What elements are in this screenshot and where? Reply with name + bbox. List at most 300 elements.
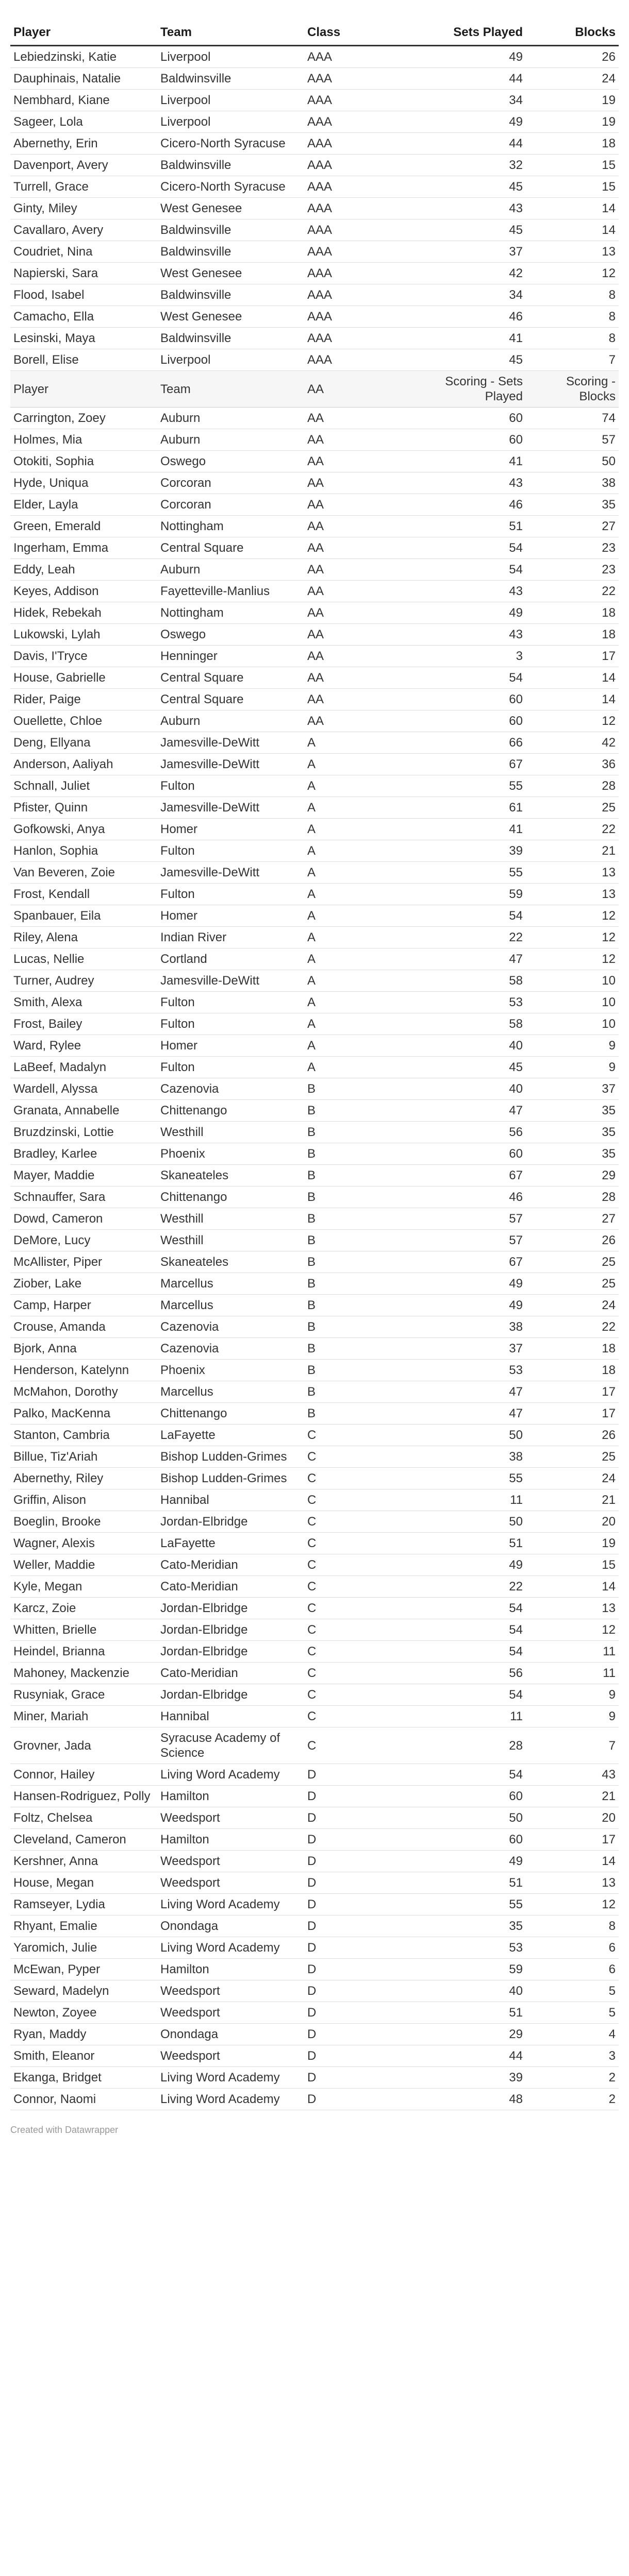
cell-team: Weedsport — [157, 1807, 304, 1829]
table-row — [10, 1295, 619, 1316]
table-row — [10, 1807, 619, 1829]
cell-class: AAA — [304, 263, 433, 284]
cell-class: B — [304, 1338, 433, 1360]
table-row — [10, 198, 619, 219]
cell-sets-played: 47 — [433, 1381, 526, 1403]
table-row — [10, 176, 619, 198]
cell-team: Living Word Academy — [157, 1764, 304, 1786]
cell-class: C — [304, 1641, 433, 1663]
table-row — [10, 155, 619, 176]
cell-class: AA — [304, 624, 433, 646]
table-row — [10, 646, 619, 667]
cell-sets-played: 49 — [433, 1851, 526, 1872]
cell-team: Hannibal — [157, 1489, 304, 1511]
table-row — [10, 1959, 619, 1980]
cell-sets-played: 49 — [433, 1554, 526, 1576]
table-row — [10, 1251, 619, 1273]
cell-sets-played: 54 — [433, 537, 526, 559]
table-row — [10, 797, 619, 819]
cell-class: AAA — [304, 241, 433, 263]
cell-class: C — [304, 1684, 433, 1706]
cell-class: AAA — [304, 155, 433, 176]
cell-class: D — [304, 1851, 433, 1872]
cell-player: Frost, Kendall — [10, 884, 157, 905]
cell-team: Baldwinsville — [157, 284, 304, 306]
cell-team: Hamilton — [157, 1786, 304, 1807]
cell-player: Miner, Mariah — [10, 1706, 157, 1727]
cell-player: Grovner, Jada — [10, 1727, 157, 1764]
cell-team: Bishop Ludden-Grimes — [157, 1468, 304, 1489]
table-row — [10, 1764, 619, 1786]
table-row — [10, 1078, 619, 1100]
table-row — [10, 1916, 619, 1937]
cell-class: C — [304, 1533, 433, 1554]
cell-player: Palko, MacKenna — [10, 1403, 157, 1425]
cell-team: Cortland — [157, 948, 304, 970]
table-row — [10, 1230, 619, 1251]
cell-class: B — [304, 1295, 433, 1316]
table-body — [10, 46, 619, 2110]
cell-team: Weedsport — [157, 1872, 304, 1894]
table-row — [10, 1143, 619, 1165]
cell-player: Hanlon, Sophia — [10, 840, 157, 862]
cell-player: Whitten, Brielle — [10, 1619, 157, 1641]
cell-class: D — [304, 1829, 433, 1851]
cell-class: A — [304, 840, 433, 862]
cell-blocks: 14 — [526, 1576, 619, 1598]
cell-sets-played: 54 — [433, 1684, 526, 1706]
table-row — [10, 754, 619, 775]
cell-player: Weller, Maddie — [10, 1554, 157, 1576]
column-header-class[interactable]: Class — [304, 7, 433, 46]
cell-sets-played: 57 — [433, 1208, 526, 1230]
cell-player: Mayer, Maddie — [10, 1165, 157, 1187]
cell-blocks: 14 — [526, 689, 619, 710]
table-row — [10, 884, 619, 905]
cell-class: D — [304, 2045, 433, 2067]
cell-player: Stanton, Cambria — [10, 1425, 157, 1446]
cell-class: A — [304, 775, 433, 797]
cell-player: Sageer, Lola — [10, 111, 157, 133]
cell-class: AA — [304, 710, 433, 732]
cell-blocks: 17 — [526, 646, 619, 667]
cell-sets-played: 49 — [433, 46, 526, 68]
cell-blocks: 24 — [526, 1295, 619, 1316]
cell-sets-played: 44 — [433, 2045, 526, 2067]
cell-sets-played: 53 — [433, 1360, 526, 1381]
cell-class: A — [304, 948, 433, 970]
cell-player: Henderson, Katelynn — [10, 1360, 157, 1381]
cell-sets-played: 59 — [433, 1959, 526, 1980]
cell-sets-played: 60 — [433, 689, 526, 710]
table-row — [10, 2002, 619, 2024]
cell-team: Jordan-Elbridge — [157, 1598, 304, 1619]
cell-sets-played: 67 — [433, 1251, 526, 1273]
cell-blocks: 18 — [526, 133, 619, 155]
cell-team: Marcellus — [157, 1273, 304, 1295]
table-row — [10, 1663, 619, 1684]
cell-blocks: 26 — [526, 46, 619, 68]
cell-sets-played: 46 — [433, 306, 526, 328]
cell-sets-played: 60 — [433, 408, 526, 429]
cell-blocks: 37 — [526, 1078, 619, 1100]
cell-class: A — [304, 927, 433, 948]
cell-player: Ramseyer, Lydia — [10, 1894, 157, 1916]
cell-blocks: 7 — [526, 1727, 619, 1764]
cell-blocks: 15 — [526, 155, 619, 176]
table-row — [10, 1381, 619, 1403]
cell-blocks: 17 — [526, 1829, 619, 1851]
cell-class: AA — [304, 581, 433, 602]
table-row — [10, 970, 619, 992]
cell-player: Keyes, Addison — [10, 581, 157, 602]
cell-team: Jordan-Elbridge — [157, 1511, 304, 1533]
cell-player: Anderson, Aaliyah — [10, 754, 157, 775]
table-row — [10, 1851, 619, 1872]
cell-player: Schnall, Juliet — [10, 775, 157, 797]
cell-team: Living Word Academy — [157, 1894, 304, 1916]
cell-sets-played: 38 — [433, 1316, 526, 1338]
cell-blocks: 43 — [526, 1764, 619, 1786]
cell-blocks: 26 — [526, 1425, 619, 1446]
cell-team: Nottingham — [157, 516, 304, 537]
cell-class: C — [304, 1489, 433, 1511]
cell-player: Lukowski, Lylah — [10, 624, 157, 646]
table-row — [10, 1208, 619, 1230]
cell-team: Oswego — [157, 624, 304, 646]
cell-team: Weedsport — [157, 2045, 304, 2067]
cell-blocks: 27 — [526, 516, 619, 537]
cell-sets-played: 41 — [433, 451, 526, 472]
cell-team: Baldwinsville — [157, 328, 304, 349]
cell-sets-played: 56 — [433, 1122, 526, 1143]
cell-sets-played: 45 — [433, 219, 526, 241]
cell-player: Lebiedzinski, Katie — [10, 46, 157, 68]
cell-blocks: 24 — [526, 68, 619, 90]
cell-team: Westhill — [157, 1208, 304, 1230]
table-row — [10, 2067, 619, 2089]
stats-table — [10, 7, 619, 2110]
cell-blocks: 13 — [526, 1872, 619, 1894]
cell-sets-played: 47 — [433, 948, 526, 970]
cell-player: Ingerham, Emma — [10, 537, 157, 559]
cell-sets-played: 49 — [433, 602, 526, 624]
cell-player: Kyle, Megan — [10, 1576, 157, 1598]
cell-class: D — [304, 1980, 433, 2002]
table-row — [10, 992, 619, 1013]
cell-sets-played: 58 — [433, 1013, 526, 1035]
cell-team: Nottingham — [157, 602, 304, 624]
cell-team: West Genesee — [157, 263, 304, 284]
cell-team: Indian River — [157, 927, 304, 948]
cell-player: Wagner, Alexis — [10, 1533, 157, 1554]
cell-blocks: 6 — [526, 1959, 619, 1980]
cell-team: Onondaga — [157, 2024, 304, 2045]
cell-player: Ekanga, Bridget — [10, 2067, 157, 2089]
table-row — [10, 624, 619, 646]
cell-team: Jamesville-DeWitt — [157, 970, 304, 992]
cell-sets-played: 54 — [433, 905, 526, 927]
table-row — [10, 1706, 619, 1727]
table-row — [10, 1057, 619, 1078]
cell-sets-played: 49 — [433, 111, 526, 133]
cell-class: C — [304, 1468, 433, 1489]
cell-class: AAA — [304, 328, 433, 349]
cell-player: Cleveland, Cameron — [10, 1829, 157, 1851]
cell-team: Baldwinsville — [157, 68, 304, 90]
cell-blocks: 12 — [526, 905, 619, 927]
cell-sets-played: 34 — [433, 284, 526, 306]
cell-player: Frost, Bailey — [10, 1013, 157, 1035]
cell-team: West Genesee — [157, 198, 304, 219]
subheader-cell-team: Team — [157, 371, 304, 408]
cell-player: Borell, Elise — [10, 349, 157, 371]
table-row — [10, 1684, 619, 1706]
column-header-team[interactable]: Team — [157, 7, 304, 46]
cell-class: B — [304, 1403, 433, 1425]
cell-class: A — [304, 884, 433, 905]
cell-blocks: 9 — [526, 1057, 619, 1078]
cell-player: Rhyant, Emalie — [10, 1916, 157, 1937]
cell-class: D — [304, 1807, 433, 1829]
cell-sets-played: 22 — [433, 927, 526, 948]
table-row — [10, 581, 619, 602]
column-header-blocks[interactable]: Blocks — [526, 7, 619, 46]
cell-player: Smith, Eleanor — [10, 2045, 157, 2067]
cell-player: McMahon, Dorothy — [10, 1381, 157, 1403]
cell-blocks: 18 — [526, 602, 619, 624]
cell-blocks: 35 — [526, 1100, 619, 1122]
cell-player: Griffin, Alison — [10, 1489, 157, 1511]
cell-blocks: 8 — [526, 306, 619, 328]
table-row — [10, 559, 619, 581]
cell-team: Westhill — [157, 1122, 304, 1143]
column-header-sets-played[interactable]: Sets Played — [433, 7, 526, 46]
cell-team: Skaneateles — [157, 1251, 304, 1273]
cell-class: B — [304, 1165, 433, 1187]
table-row — [10, 1937, 619, 1959]
cell-blocks: 13 — [526, 884, 619, 905]
table-row — [10, 927, 619, 948]
cell-class: AAA — [304, 349, 433, 371]
cell-class: C — [304, 1425, 433, 1446]
cell-sets-played: 57 — [433, 1230, 526, 1251]
cell-blocks: 14 — [526, 667, 619, 689]
column-header-player[interactable]: Player — [10, 7, 157, 46]
cell-sets-played: 55 — [433, 1894, 526, 1916]
cell-sets-played: 54 — [433, 559, 526, 581]
cell-player: Gofkowski, Anya — [10, 819, 157, 840]
cell-class: B — [304, 1251, 433, 1273]
cell-blocks: 35 — [526, 494, 619, 516]
cell-class: AAA — [304, 284, 433, 306]
cell-player: Connor, Naomi — [10, 2089, 157, 2110]
cell-sets-played: 3 — [433, 646, 526, 667]
cell-blocks: 28 — [526, 1187, 619, 1208]
cell-sets-played: 54 — [433, 1641, 526, 1663]
cell-player: Deng, Ellyana — [10, 732, 157, 754]
cell-class: B — [304, 1187, 433, 1208]
cell-class: C — [304, 1727, 433, 1764]
cell-team: Weedsport — [157, 2002, 304, 2024]
subheader-cell-class: AA — [304, 371, 433, 408]
cell-sets-played: 60 — [433, 429, 526, 451]
cell-class: B — [304, 1100, 433, 1122]
table-row — [10, 905, 619, 927]
cell-class: B — [304, 1316, 433, 1338]
cell-class: AA — [304, 667, 433, 689]
cell-player: Van Beveren, Zoie — [10, 862, 157, 884]
cell-class: B — [304, 1143, 433, 1165]
cell-sets-played: 44 — [433, 68, 526, 90]
cell-team: Phoenix — [157, 1143, 304, 1165]
cell-blocks: 7 — [526, 349, 619, 371]
cell-class: AA — [304, 516, 433, 537]
table-row — [10, 90, 619, 111]
cell-sets-played: 51 — [433, 1533, 526, 1554]
cell-team: Liverpool — [157, 46, 304, 68]
cell-player: Ziober, Lake — [10, 1273, 157, 1295]
cell-team: Chittenango — [157, 1100, 304, 1122]
table-row — [10, 1122, 619, 1143]
cell-blocks: 35 — [526, 1143, 619, 1165]
cell-blocks: 14 — [526, 1851, 619, 1872]
cell-team: Living Word Academy — [157, 2089, 304, 2110]
cell-team: Phoenix — [157, 1360, 304, 1381]
cell-sets-played: 55 — [433, 1468, 526, 1489]
cell-class: D — [304, 1937, 433, 1959]
cell-sets-played: 50 — [433, 1511, 526, 1533]
table-row — [10, 1273, 619, 1295]
table-row — [10, 263, 619, 284]
table-row — [10, 1786, 619, 1807]
table-row — [10, 948, 619, 970]
cell-team: Corcoran — [157, 494, 304, 516]
cell-class: D — [304, 1764, 433, 1786]
table-row — [10, 1533, 619, 1554]
table-row — [10, 1446, 619, 1468]
cell-player: Kershner, Anna — [10, 1851, 157, 1872]
cell-team: Chittenango — [157, 1403, 304, 1425]
table-row — [10, 840, 619, 862]
cell-team: Onondaga — [157, 1916, 304, 1937]
cell-class: A — [304, 754, 433, 775]
cell-team: Cicero-North Syracuse — [157, 133, 304, 155]
cell-team: Central Square — [157, 667, 304, 689]
cell-class: A — [304, 1013, 433, 1035]
cell-class: AAA — [304, 46, 433, 68]
cell-sets-played: 41 — [433, 328, 526, 349]
cell-class: B — [304, 1078, 433, 1100]
cell-blocks: 25 — [526, 1251, 619, 1273]
cell-class: AA — [304, 472, 433, 494]
cell-team: Central Square — [157, 689, 304, 710]
cell-class: D — [304, 2024, 433, 2045]
table-row — [10, 328, 619, 349]
table-row — [10, 2045, 619, 2067]
cell-player: Davenport, Avery — [10, 155, 157, 176]
cell-team: Baldwinsville — [157, 155, 304, 176]
cell-sets-played: 50 — [433, 1425, 526, 1446]
cell-sets-played: 50 — [433, 1807, 526, 1829]
cell-blocks: 23 — [526, 559, 619, 581]
cell-class: D — [304, 1872, 433, 1894]
cell-team: Cazenovia — [157, 1316, 304, 1338]
cell-sets-played: 40 — [433, 1980, 526, 2002]
cell-blocks: 12 — [526, 710, 619, 732]
table-row — [10, 1576, 619, 1598]
cell-blocks: 14 — [526, 198, 619, 219]
cell-team: Hamilton — [157, 1959, 304, 1980]
cell-class: C — [304, 1598, 433, 1619]
cell-sets-played: 39 — [433, 840, 526, 862]
cell-blocks: 10 — [526, 970, 619, 992]
cell-blocks: 18 — [526, 1338, 619, 1360]
table-row — [10, 429, 619, 451]
cell-blocks: 8 — [526, 284, 619, 306]
cell-sets-played: 51 — [433, 1872, 526, 1894]
cell-player: Turrell, Grace — [10, 176, 157, 198]
cell-class: C — [304, 1511, 433, 1533]
cell-class: AA — [304, 646, 433, 667]
cell-class: A — [304, 1057, 433, 1078]
cell-team: Hannibal — [157, 1706, 304, 1727]
cell-team: LaFayette — [157, 1533, 304, 1554]
cell-team: Central Square — [157, 537, 304, 559]
table-row — [10, 111, 619, 133]
cell-team: Auburn — [157, 429, 304, 451]
cell-player: Rusyniak, Grace — [10, 1684, 157, 1706]
table-row — [10, 1489, 619, 1511]
cell-blocks: 19 — [526, 111, 619, 133]
cell-blocks: 17 — [526, 1381, 619, 1403]
cell-class: A — [304, 905, 433, 927]
cell-team: West Genesee — [157, 306, 304, 328]
cell-sets-played: 56 — [433, 1663, 526, 1684]
cell-sets-played: 49 — [433, 1273, 526, 1295]
cell-player: Lucas, Nellie — [10, 948, 157, 970]
cell-sets-played: 60 — [433, 1143, 526, 1165]
cell-sets-played: 60 — [433, 1786, 526, 1807]
cell-class: AAA — [304, 306, 433, 328]
cell-blocks: 74 — [526, 408, 619, 429]
cell-blocks: 17 — [526, 1403, 619, 1425]
cell-blocks: 19 — [526, 90, 619, 111]
cell-sets-played: 45 — [433, 176, 526, 198]
table-row — [10, 667, 619, 689]
cell-sets-played: 34 — [433, 90, 526, 111]
cell-sets-played: 32 — [433, 155, 526, 176]
cell-class: A — [304, 862, 433, 884]
cell-player: LaBeef, Madalyn — [10, 1057, 157, 1078]
cell-player: Lesinski, Maya — [10, 328, 157, 349]
cell-player: Camacho, Ella — [10, 306, 157, 328]
subheader-cell-player: Player — [10, 371, 157, 408]
cell-class: B — [304, 1230, 433, 1251]
cell-class: AA — [304, 408, 433, 429]
cell-sets-played: 46 — [433, 494, 526, 516]
table-row — [10, 1468, 619, 1489]
cell-class: D — [304, 2067, 433, 2089]
cell-blocks: 19 — [526, 1533, 619, 1554]
cell-team: Hamilton — [157, 1829, 304, 1851]
cell-player: Otokiti, Sophia — [10, 451, 157, 472]
cell-player: Newton, Zoyee — [10, 2002, 157, 2024]
cell-blocks: 12 — [526, 948, 619, 970]
table-row — [10, 1598, 619, 1619]
cell-class: D — [304, 1959, 433, 1980]
cell-sets-played: 47 — [433, 1100, 526, 1122]
